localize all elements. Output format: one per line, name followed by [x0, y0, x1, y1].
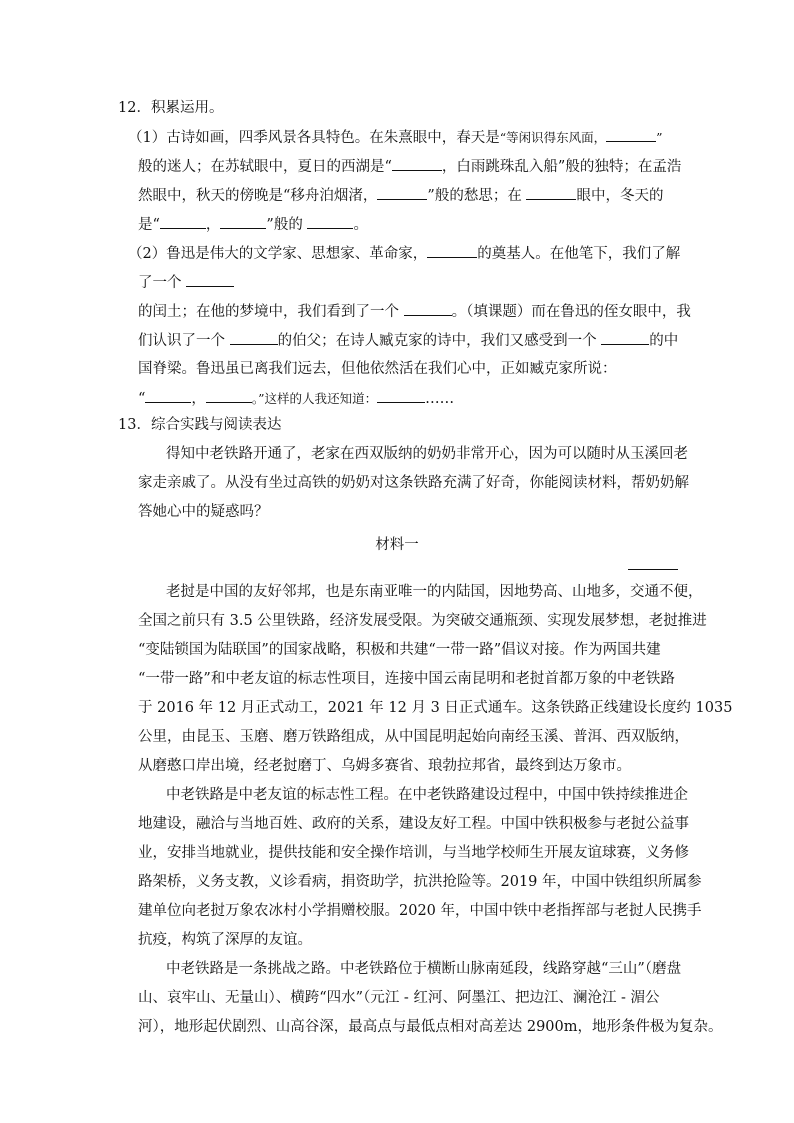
para1-line1: 老挝是中国的友好邻邦，也是东南亚唯一的内陆国，因地势高、山地多，交通不便，: [166, 584, 703, 600]
answer-blank[interactable]: [307, 214, 353, 229]
para2-line4: 路架桥，义务支教，义诊看病，捐资助学，抗洪抢险等。2019 年，中国中铁组织所属参: [138, 874, 702, 890]
q12-part1-line2: 般的迷人；在苏轼眼中，夏日的西湖是“ ，白雨跳珠乱入船”般的独特；在孟浩: [138, 156, 681, 177]
para1-line2: 全国之前只有 3.5 公里铁路，经济发展受限。为突破交通瓶颈、实现发展梦想，老挝推进: [138, 613, 707, 629]
answer-blank[interactable]: [606, 127, 656, 142]
answer-blank[interactable]: [220, 214, 266, 229]
q12-part1-line3: 然眼中，秋天的傍晚是“移舟泊烟渚， ”般的愁思；在 眼中，冬天的: [138, 185, 663, 206]
para1-line4: “一带一路”和中老友谊的标志性项目，连接中国云南昆明和老挝首都万象的中老铁路: [138, 671, 675, 687]
answer-blank[interactable]: [392, 156, 442, 171]
para3-line2: 山、哀牢山、无量山）、横跨“四水”（元江 - 红河、阿墨江、把边江、澜沧江 - 湄公: [138, 990, 660, 1006]
para1-line3: “变陆锁国为陆联国”的国家战略，积极和共建“一带一路”倡议对接。作为两国共建: [138, 642, 661, 658]
para1-line7: 从磨憨口岸出境，经老挝磨丁、乌姆多赛省、琅勃拉邦省，最终到达万象市。: [138, 758, 631, 774]
q12-part2-line6: “ ， 。”这样的人我还知道： ……: [138, 388, 454, 409]
q12-part1-line1: （1）古诗如画，四季风景各具特色。在朱熹眼中，春天是“等闲识得东风面， ”: [128, 127, 663, 148]
q12-part2-line3: 的闰土；在他的梦境中，我们看到了一个 。（填课题）而在鲁迅的侄女眼中，我: [138, 301, 691, 322]
para2-line2: 地建设，融洽与当地百姓、政府的关系，建设友好工程。中国中铁积极参与老挝公益事: [138, 816, 689, 832]
answer-blank[interactable]: [160, 214, 206, 229]
q12-part2-line4: 们认识了一个 的伯父；在诗人臧克家的诗中，我们又感受到一个 的中: [138, 330, 678, 351]
q13-intro-line1: 得知中老铁路开通了，老家在西双版纳的奶奶非常开心，因为可以随时从玉溪回老: [166, 446, 688, 462]
para1-line6: 公里，由昆玉、玉磨、磨万铁路组成，从中国昆明起始向南经玉溪、普洱、西双版纳，: [138, 729, 689, 745]
para2-line6: 抗疫，构筑了深厚的友谊。: [138, 932, 312, 948]
para1-line5: 于 2016 年 12 月正式动工，2021 年 12 月 3 日正式通车。这条铁路正线建设长度约 1035: [138, 700, 733, 716]
q13-intro-line2: 家走亲戚了。从没有坐过高铁的奶奶对这条铁路充满了好奇，你能阅读材料，帮奶奶解: [138, 475, 689, 491]
answer-blank[interactable]: [145, 388, 191, 403]
answer-blank[interactable]: [601, 330, 649, 345]
q12-part2-line2: 了一个: [138, 272, 234, 293]
answer-blank[interactable]: [628, 569, 678, 570]
question-13-title: 13．综合实践与阅读表达: [118, 417, 282, 433]
answer-blank[interactable]: [206, 388, 252, 403]
answer-blank[interactable]: [230, 330, 278, 345]
q12-part2-line1: （2）鲁迅是伟大的文学家、思想家、革命家， 的奠基人。在他笔下，我们了解: [128, 243, 680, 264]
answer-blank[interactable]: [186, 272, 234, 287]
answer-blank[interactable]: [526, 185, 576, 200]
question-12-title: 12．积累运用。: [118, 100, 224, 116]
answer-blank[interactable]: [377, 185, 427, 200]
para2-line1: 中老铁路是中老友谊的标志性工程。在中老铁路建设过程中，中国中铁持续推进企: [166, 787, 688, 803]
material-title: 材料一: [375, 537, 419, 553]
answer-blank[interactable]: [427, 243, 477, 258]
q13-intro-line3: 答她心中的疑惑吗？: [138, 504, 269, 520]
q12-part1-line4: 是“ ， ”般的 。: [138, 214, 368, 235]
para2-line5: 建单位向老挝万象农冰村小学捐赠校服。2020 年，中国中铁中老指挥部与老挝人民携手: [138, 903, 702, 919]
q12-part2-line5: 国脊梁。鲁迅虽已离我们远去，但他依然活在我们心中，正如臧克家所说：: [138, 361, 617, 377]
para3-line3: 河），地形起伏剧烈、山高谷深，最高点与最低点相对高差达 2900m，地形条件极为复杂。: [138, 1019, 723, 1035]
answer-blank[interactable]: [404, 301, 452, 316]
answer-blank[interactable]: [377, 388, 425, 403]
para2-line3: 业，安排当地就业，提供技能和安全操作培训，与当地学校师生开展友谊球赛，义务修: [138, 845, 689, 861]
para3-line1: 中老铁路是一条挑战之路。中老铁路位于横断山脉南延段，线路穿越“三山”（磨盘: [166, 961, 682, 977]
